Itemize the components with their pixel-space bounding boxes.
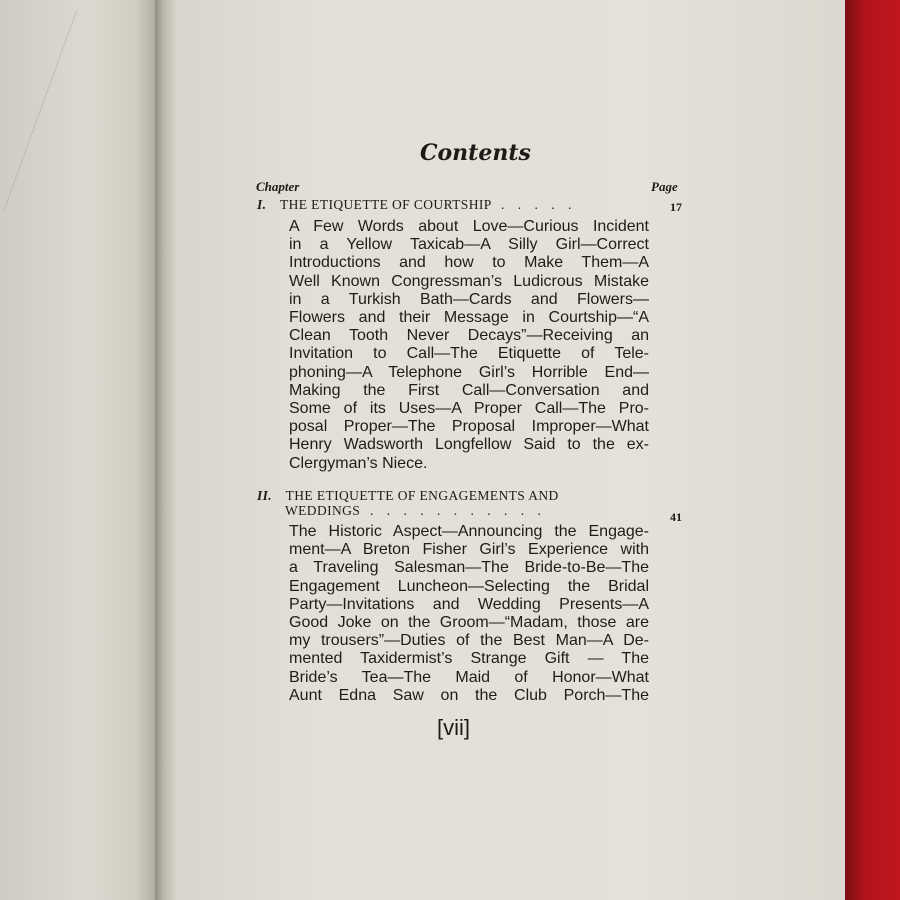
description-line: Engagement Luncheon—Selecting the Bridal xyxy=(289,577,649,595)
description-line: Making the First Call—Conversation and xyxy=(289,381,649,399)
red-book-cover xyxy=(845,0,900,900)
description-line: Party—Invitations and Wedding Presents—A xyxy=(289,595,649,613)
description-line: Flowers and their Message in Courtship—“A xyxy=(289,309,649,327)
left-page xyxy=(0,0,160,900)
chapter-title: THE ETIQUETTE OF ENGAGEMENTS AND xyxy=(285,488,559,503)
toc-entry-2-heading xyxy=(257,488,559,504)
toc-entry-2-heading-line2 xyxy=(285,503,546,519)
description-line: Henry Wadsworth Longfellow Said to the ex- xyxy=(289,436,649,454)
chapter-column-header: Chapter xyxy=(256,179,300,194)
chapter-2-description xyxy=(289,523,649,705)
description-line: Well Known Congressman’s Ludicrous Mistake xyxy=(289,272,649,290)
chapter-title: THE ETIQUETTE OF COURTSHIP xyxy=(279,197,492,212)
description-line: mented Taxidermist’s Strange Gift — The xyxy=(289,650,649,668)
description-line: in a Turkish Bath—Cards and Flowers— xyxy=(289,290,649,308)
description-line: Invitation to Call—The Etiquette of Tele- xyxy=(289,345,649,363)
leader-dots: . . . . . xyxy=(500,197,577,212)
description-line: The Historic Aspect—Announcing the Engage- xyxy=(289,523,649,540)
leader-dots: . . . . . . . . . . . xyxy=(369,503,546,518)
description-line: Good Joke on the Groom—“Madam, those are xyxy=(289,614,649,632)
page-folio: [vii] xyxy=(437,715,470,740)
description-line: Introductions and how to Make Them—A xyxy=(289,254,649,272)
contents-title: Contents xyxy=(420,140,531,166)
description-line: Aunt Edna Saw on the Club Porch—The xyxy=(289,686,649,704)
description-line: phoning—A Telephone Girl’s Horrible End— xyxy=(289,363,649,381)
chapter-title-continued: WEDDINGS xyxy=(285,503,361,518)
description-line: ment—A Breton Fisher Girl’s Experience with xyxy=(289,541,649,559)
description-line: posal Proper—The Proposal Improper—What xyxy=(289,418,649,436)
chapter-page-number: 41 xyxy=(670,510,682,524)
description-line: Clean Tooth Never Decays”—Receiving an xyxy=(289,327,649,345)
toc-entry-1-heading xyxy=(257,197,576,213)
chapter-numeral: II. xyxy=(257,488,273,503)
page-column-header: Page xyxy=(651,179,678,194)
description-line: a Traveling Salesman—The Bride-to-Be—The xyxy=(289,559,649,577)
book-gutter xyxy=(155,0,177,900)
description-line: Clergyman’s Niece. xyxy=(289,454,428,472)
description-line: Bride’s Tea—The Maid of Honor—What xyxy=(289,668,649,686)
description-line: Some of its Uses—A Proper Call—The Pro- xyxy=(289,400,649,418)
description-line: in a Yellow Taxicab—A Silly Girl—Correct xyxy=(289,236,649,254)
chapter-page-number: 17 xyxy=(670,200,682,214)
chapter-1-description xyxy=(289,218,649,473)
chapter-numeral: I. xyxy=(257,197,267,212)
description-line: A Few Words about Love—Curious Incident xyxy=(289,218,649,235)
description-line: my trousers”—Duties of the Best Man—A De- xyxy=(289,632,649,650)
